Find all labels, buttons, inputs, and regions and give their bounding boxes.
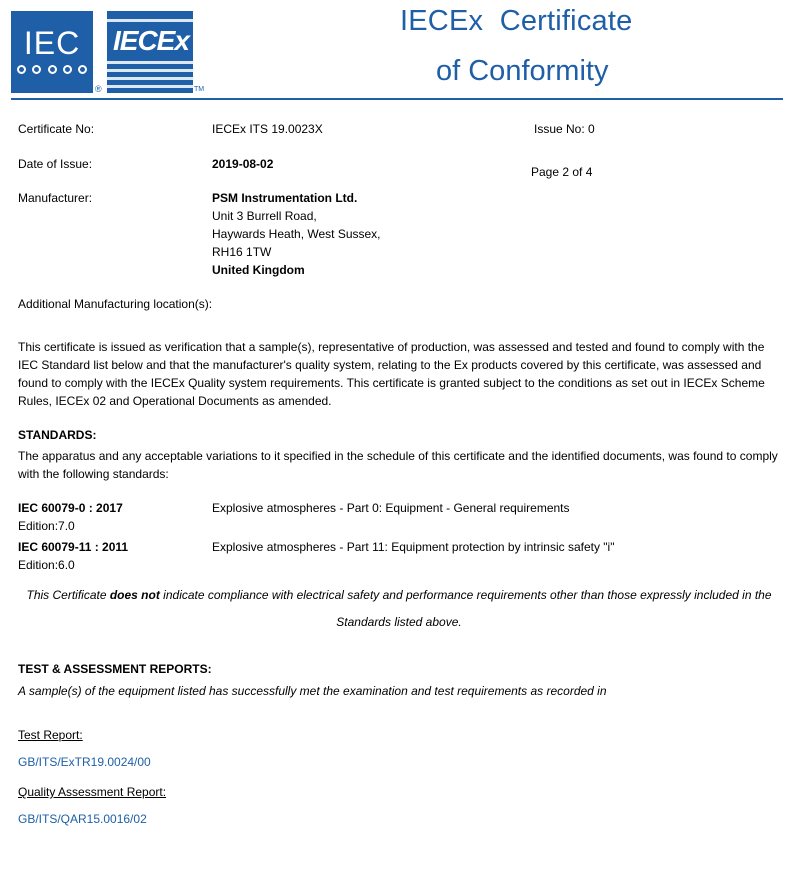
disclaimer-emphasis: does not — [109, 588, 160, 602]
statement-line: IEC Standard list below and that the manufacturer's quality system, relating to the Ex products covered by this certificate, was assessed and — [18, 358, 762, 372]
standard-code: IEC 60079-0 : 2017 — [18, 501, 123, 515]
standard-description: Explosive atmospheres - Part 0: Equipment - General requirements — [212, 501, 570, 515]
page-number: Page 2 of 4 — [531, 165, 593, 179]
registered-mark: ® — [95, 84, 102, 94]
logo-stripe — [107, 69, 193, 72]
standard-edition: Edition:6.0 — [18, 558, 75, 572]
cert-no-label: Certificate No: — [18, 122, 95, 136]
statement-line: Rules, IECEx 02 and Operational Documents as amended. — [18, 394, 332, 408]
qa-report-label: Quality Assessment Report: — [18, 785, 167, 799]
iec-logo — [11, 11, 93, 93]
cert-no-value: IECEx ITS 19.0023X — [212, 122, 323, 136]
disclaimer-text: This Certificate — [26, 588, 110, 602]
manufacturer-country: United Kingdom — [212, 263, 305, 277]
additional-location-label: Additional Manufacturing location(s): — [18, 297, 213, 311]
statement-line: found to comply with the IECEx Quality system requirements. This certificate is granted subject to the conditions as set out in IECEx Scheme — [18, 376, 765, 390]
reports-heading: TEST & ASSESSMENT REPORTS: — [18, 662, 212, 676]
iec-logo-dots — [17, 65, 87, 74]
logo-stripe — [107, 77, 193, 80]
address-line: Haywards Heath, West Sussex, — [212, 227, 381, 241]
address-line: RH16 1TW — [212, 245, 272, 259]
iec-logo-text: IEC — [23, 25, 81, 61]
logo-stripe — [107, 61, 193, 64]
qa-report-link[interactable]: GB/ITS/QAR15.0016/02 — [18, 812, 147, 826]
disclaimer-text: indicate compliance with electrical safety and performance requirements other than those expressly included in the — [159, 588, 772, 602]
iecex-logo-text: IECEx — [113, 25, 189, 56]
standards-intro-line: The apparatus and any acceptable variations to it specified in the schedule of this certificate and the identified documents, was found to comply — [18, 449, 778, 463]
reports-intro: A sample(s) of the equipment listed has successfully met the examination and test requirements as recorded in — [18, 684, 607, 698]
date-label: Date of Issue: — [18, 157, 93, 171]
standards-heading: STANDARDS: — [18, 428, 97, 442]
header-divider — [11, 98, 783, 100]
iecex-logo — [107, 11, 193, 93]
page-title-line1: IECEx Certificate — [400, 5, 633, 37]
logo-stripe — [107, 85, 193, 88]
statement-line: This certificate is issued as verification that a sample(s), representative of production, was assessed and tested and found to comply with the — [18, 340, 765, 354]
logo-stripe — [107, 19, 193, 22]
issue-no: Issue No: 0 — [534, 122, 595, 136]
compliance-disclaimer — [0, 586, 798, 604]
standards-intro-line: with the following standards: — [18, 467, 169, 481]
trademark-mark: TM — [194, 86, 205, 93]
test-report-link[interactable]: GB/ITS/ExTR19.0024/00 — [18, 755, 151, 769]
test-report-label: Test Report: — [18, 728, 83, 742]
date-value: 2019-08-02 — [212, 157, 274, 171]
address-line: Unit 3 Burrell Road, — [212, 209, 317, 223]
standard-description: Explosive atmospheres - Part 11: Equipment protection by intrinsic safety "i" — [212, 540, 615, 554]
standard-edition: Edition:7.0 — [18, 519, 75, 533]
compliance-disclaimer-line2: Standards listed above. — [336, 615, 462, 629]
manufacturer-name: PSM Instrumentation Ltd. — [212, 191, 358, 205]
manufacturer-label: Manufacturer: — [18, 191, 93, 205]
page-title-line2: of Conformity — [436, 55, 609, 87]
standard-code: IEC 60079-11 : 2011 — [18, 540, 129, 554]
